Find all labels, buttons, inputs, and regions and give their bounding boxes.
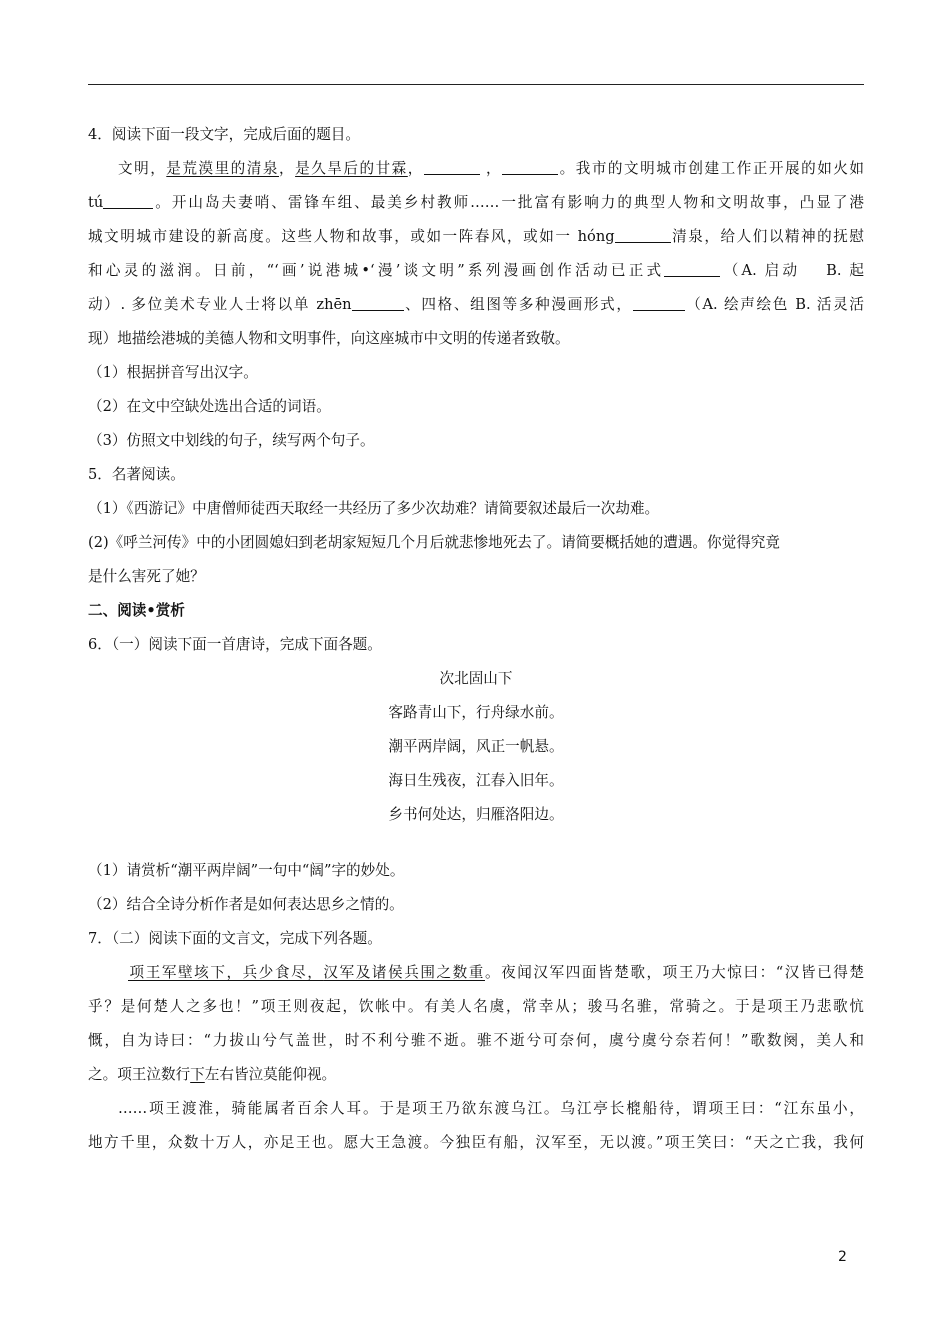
blank-imitation-2[interactable] — [502, 159, 558, 175]
q5-sub-2-line-1: (2)《呼兰河传》中的小团圆媳妇到老胡家短短几个月后就悲惨地死去了。请简要概括她的遭遇。你觉得究竟 — [88, 534, 780, 551]
q6-sub-1: （1）请赏析“潮平两岸阔”一句中“阔”字的妙处。 — [88, 862, 405, 879]
q4-paragraph-line-2: tú 。开山岛夫妻哨、雷锋车组、最美乡村教师……一批富有影响力的典型人物和文明故事，凸显了港 — [88, 194, 864, 211]
blank-choice-1[interactable] — [664, 261, 720, 277]
q4-sub-3: （3）仿照文中划线的句子，续写两个句子。 — [88, 432, 375, 449]
poem-line: 潮平两岸阔，风正一帆悬。 — [388, 738, 564, 755]
poem-line: 客路青山下，行舟绿水前。 — [388, 704, 564, 721]
q7-heading: 7．（二）阅读下面的文言文，完成下列各题。 — [88, 930, 382, 947]
q4-heading: 4．阅读下面一段文字，完成后面的题目。 — [88, 126, 360, 143]
q6-heading: 6．（一）阅读下面一首唐诗，完成下面各题。 — [88, 636, 382, 653]
q7-passage-2-line-2: 地方千里，众数十万人，亦足王也。愿大王急渡。今独臣有船，汉军至，无以渡。”项王笑曰：“天之亡我，我何 — [88, 1134, 864, 1151]
q5-sub-2-line-2: 是什么害死了她？ — [88, 568, 205, 585]
q7-passage-line-3: 慨，自为诗曰：“力拔山兮气盖世，时不利兮骓不逝。骓不逝兮可奈何，虞兮虞兮奈若何！”歌数阕，美人和 — [88, 1032, 864, 1049]
q6-sub-2: （2）结合全诗分析作者是如何表达思乡之情的。 — [88, 896, 404, 913]
blank-pinyin-hong[interactable] — [615, 227, 671, 243]
blank-imitation-1[interactable] — [424, 159, 480, 175]
page-content — [88, 118, 864, 1160]
q5-sub-1: （1）《西游记》中唐僧师徒西天取经一共经历了多少次劫难？请简要叙述最后一次劫难。 — [88, 500, 660, 517]
q7-passage-line-1: 项王军壁垓下，兵少食尽，汉军及诸侯兵围之数重。夜闻汉军四面皆楚歌，项王乃大惊曰：“汉皆已得楚 — [88, 956, 864, 990]
q7-passage-2-line-1: ……项王渡淮，骑能属者百余人耳。于是项王乃欲东渡乌江。乌江亭长㮰船待，谓项王曰：“江东虽小， — [118, 1100, 864, 1117]
q4-paragraph-line-1: 文明，是荒漠里的清泉，是久旱后的甘霖， ， 。我市的文明城市创建工作正开展的如火如 — [118, 160, 864, 177]
poem-line: 海日生残夜，江春入旧年。 — [388, 772, 564, 789]
q4-paragraph-line-3: 城文明城市建设的新高度。这些人物和故事，或如一阵春风，或如一 hóng 清泉，给人们以精神的抚慰 — [88, 228, 864, 245]
blank-choice-2[interactable] — [633, 295, 685, 311]
q7-passage-line-2: 乎？是何楚人之多也！”项王则夜起，饮帐中。有美人名虞，常幸从；骏马名骓，常骑之。于是项王乃悲歌忼 — [88, 998, 864, 1015]
q4-sub-1: （1）根据拼音写出汉字。 — [88, 364, 258, 381]
page-number: 2 — [838, 1249, 847, 1265]
q4-paragraph-line-5: 动）. 多位美术专业人士将以单 zhēn 、四格、组图等多种漫画形式， （A. 绘声绘色 B. 活灵活 — [88, 296, 864, 313]
underlined-phrase-2: 汉军及诸侯兵围之数重 — [323, 964, 485, 981]
underlined-sentence-2: 是久旱后的甘霖 — [295, 160, 408, 177]
q4-paragraph-line-4: 和心灵的滋润。日前，“‘画’说港城•‘漫’谈文明”系列漫画创作活动已正式 （A. 启动 B. 起 — [88, 262, 864, 279]
blank-pinyin-tu[interactable] — [103, 193, 153, 209]
q7-passage-line-4: 之。项王泣数行下左右皆泣莫能仰视。 — [88, 1066, 337, 1083]
blank-pinyin-zhen[interactable] — [352, 295, 404, 311]
underlined-phrase-1: 项王军壁垓下，兵少食尽， — [128, 964, 324, 981]
header-rule — [88, 84, 864, 85]
underlined-sentence-1: 是荒漠里的清泉 — [166, 160, 279, 177]
q4-paragraph-line-6: 现）地描绘港城的美德人物和文明事件，向这座城市中文明的传递者致敬。 — [88, 330, 570, 347]
poem-title: 次北固山下 — [439, 670, 513, 687]
poem-line: 乡书何处达，归雁洛阳边。 — [388, 806, 564, 823]
q4-sub-2: （2）在文中空缺处选出合适的词语。 — [88, 398, 331, 415]
q5-heading: 5．名著阅读。 — [88, 466, 185, 483]
underlined-word-xia: 下 — [190, 1066, 205, 1083]
section-2-title: 二、阅读•赏析 — [88, 602, 185, 619]
indent-underline — [88, 964, 128, 979]
